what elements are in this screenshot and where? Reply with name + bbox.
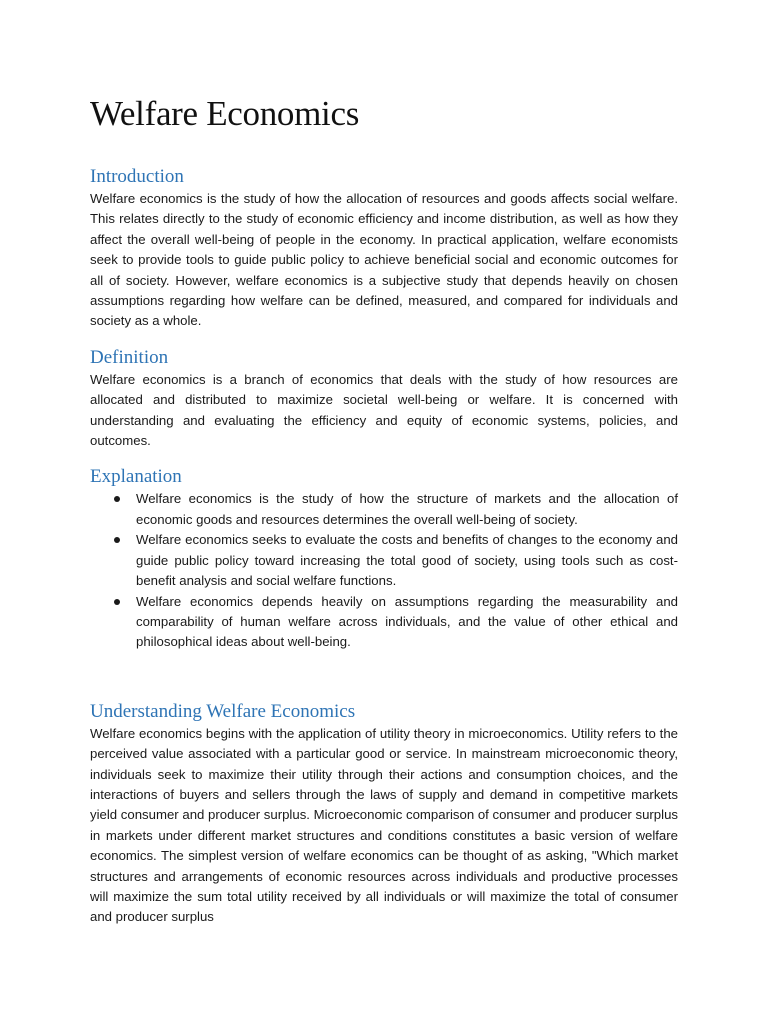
paragraph-definition: Welfare economics is a branch of economics that deals with the study of how resources are allocated and distributed to maximize societal well-being or welfare. It is concerned with understanding and evaluating the efficiency and equity of economic systems, policies, and outcomes. bbox=[90, 371, 678, 449]
list-item-text: Welfare economics seeks to evaluate the costs and benefits of changes to the economy and guide public policy toward increasing the total good of society, using tools such as cost-benefit analysis and social welfare functions. bbox=[136, 532, 678, 589]
paragraph-understanding: Welfare economics begins with the application of utility theory in microeconomics. Utility refers to the perceived value associated with a particular good or service. In mainstream microeconomic theory, individuals seek to maximize their utility through their actions and consumption choices, and the interactions of buyers and sellers through the laws of supply and demand in competitive markets yield consumer and producer surplus. Microeconomic comparison of consumer and producer surplus in markets under different market structures and conditions constitutes a basic version of welfare economics. The simplest version of welfare economics can be thought of as asking, "Which market structures and arrangements of economic resources across individuals and productive processes will maximize the sum total utility received by all individuals or will maximize the total of consumer and producer surplus bbox=[90, 725, 678, 925]
bullet-icon bbox=[114, 496, 120, 502]
list-item-text: Welfare economics depends heavily on assumptions regarding the measurability and comparability of human welfare across individuals, and the value of other ethical and philosophical ideas about well-being. bbox=[136, 593, 678, 650]
document-content bbox=[90, 92, 678, 928]
bullet-icon bbox=[114, 599, 120, 605]
section-heading-definition: Definition bbox=[90, 346, 169, 368]
explanation-bullet-list bbox=[90, 489, 678, 652]
section-introduction bbox=[90, 165, 678, 332]
list-item bbox=[90, 592, 678, 653]
list-item bbox=[90, 489, 678, 530]
list-item bbox=[90, 530, 678, 591]
document-title: Welfare Economics bbox=[90, 94, 360, 133]
section-heading-understanding: Understanding Welfare Economics bbox=[90, 700, 356, 722]
bullet-icon bbox=[114, 537, 120, 543]
section-explanation bbox=[90, 465, 678, 652]
paragraph-introduction: Welfare economics is the study of how the allocation of resources and goods affects social welfare. This relates directly to the study of economic efficiency and income distribution, as well as how they affect the overall well-being of people in the economy. In practical application, welfare economists seek to provide tools to guide public policy to achieve beneficial social and economic outcomes for all of society. However, welfare economics is a subjective study that depends heavily on chosen assumptions regarding how welfare can be defined, measured, and compared for individuals and society as a whole. bbox=[90, 191, 678, 329]
section-heading-explanation: Explanation bbox=[90, 466, 182, 488]
section-definition bbox=[90, 346, 678, 452]
section-heading-introduction: Introduction bbox=[90, 166, 184, 187]
section-understanding-welfare-economics bbox=[90, 700, 678, 928]
list-item-text: Welfare economics is the study of how the structure of markets and the allocation of economic goods and resources determines the overall well-being of society. bbox=[136, 491, 678, 527]
